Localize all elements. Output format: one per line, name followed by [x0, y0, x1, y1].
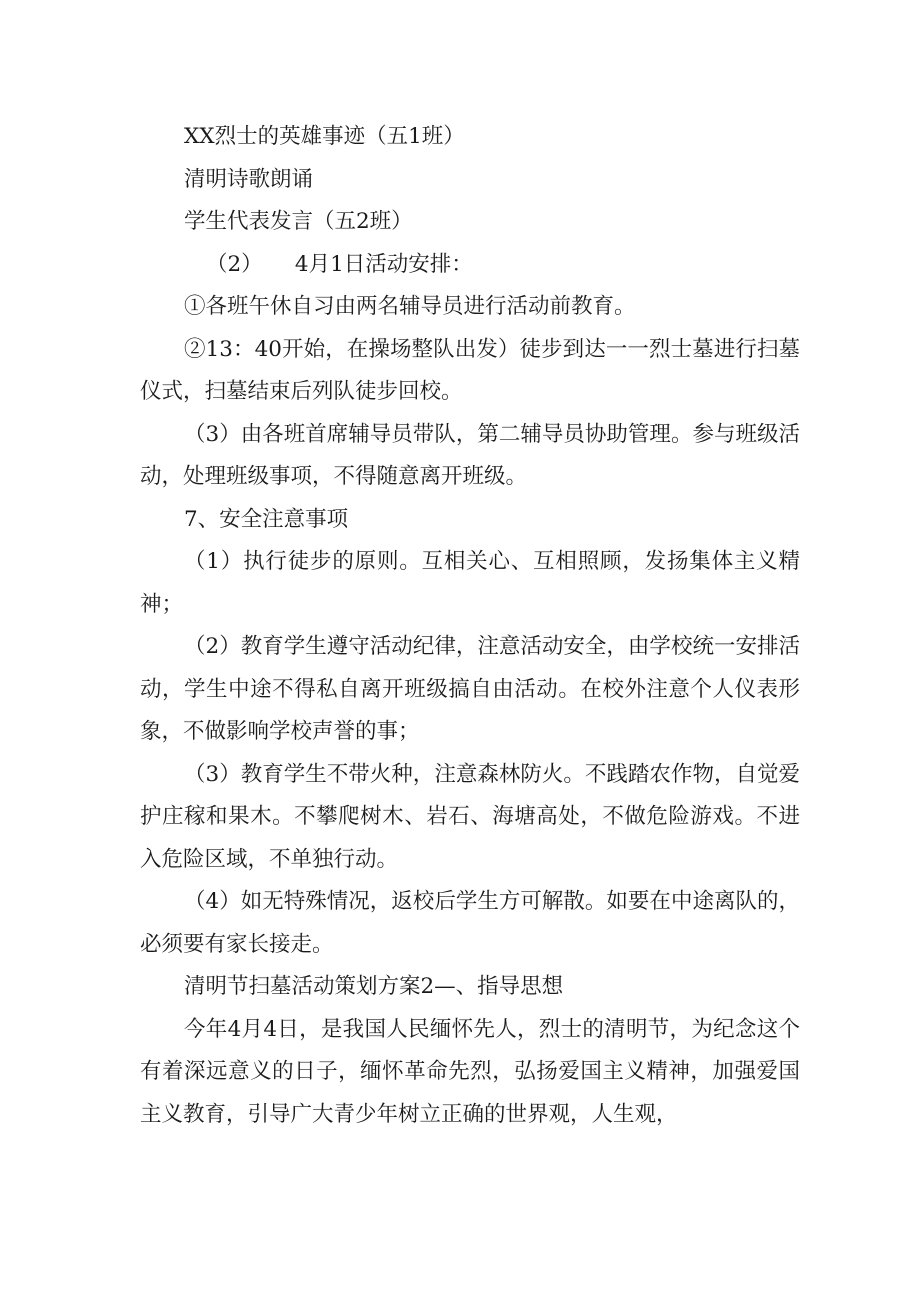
paragraph-class-leaders: （3）由各班首席辅导员带队，第二辅导员协助管理。参与班级活动，处理班级事项，不得随意离开班级。: [140, 421, 800, 489]
paragraph-guiding-thought: 今年4月4日，是我国人民缅怀先人，烈士的清明节，为纪念这个有着深远意义的日子，缅怀革命先烈，弘扬爱国主义精神，加强爱国主义教育，引导广大青少年树立正确的世界观，人生观，: [140, 1016, 800, 1127]
paragraph-march-to-tomb: ②13：40开始，在操场整队出发）徒步到达一一烈士墓进行扫墓仪式，扫墓结束后列队徒步回校。: [140, 336, 800, 404]
paragraph-hero-deeds: XX烈士的英雄事迹（五1班）: [184, 124, 465, 149]
paragraph-student-speech: 学生代表发言（五2班）: [184, 209, 413, 234]
paragraph-april-1-schedule: （2） 4月1日活动安排：: [206, 251, 473, 277]
section-heading-safety: 7、安全注意事项: [184, 506, 349, 532]
paragraph-safety-1: （1）执行徒步的原则。互相关心、互相照顾，发扬集体主义精神；: [140, 549, 800, 617]
paragraph-safety-4: （4）如无特殊情况，返校后学生方可解散。如要在中途离队的，必须要有家长接走。: [140, 889, 800, 957]
paragraph-poetry-recital: 清明诗歌朗诵: [184, 166, 314, 192]
paragraph-safety-2: （2）教育学生遵守活动纪律，注意活动安全，由学校统一安排活动，学生中途不得私自离开班级搞自由活动。在校外注意个人仪表形象，不做影响学校声誉的事；: [140, 634, 800, 744]
paragraph-safety-3: （3）教育学生不带火种，注意森林防火。不践踏农作物，自觉爱护庄稼和果木。不攀爬树木、岩石、海塘高处，不做危险游戏。不进入危险区域，不单独行动。: [140, 761, 800, 872]
section-heading-plan-2: 清明节扫墓活动策划方案2—、指导思想: [184, 974, 564, 999]
document-body: [140, 116, 800, 1136]
paragraph-pre-activity-education: ①各班午休自习由两名辅导员进行活动前教育。: [184, 294, 636, 319]
